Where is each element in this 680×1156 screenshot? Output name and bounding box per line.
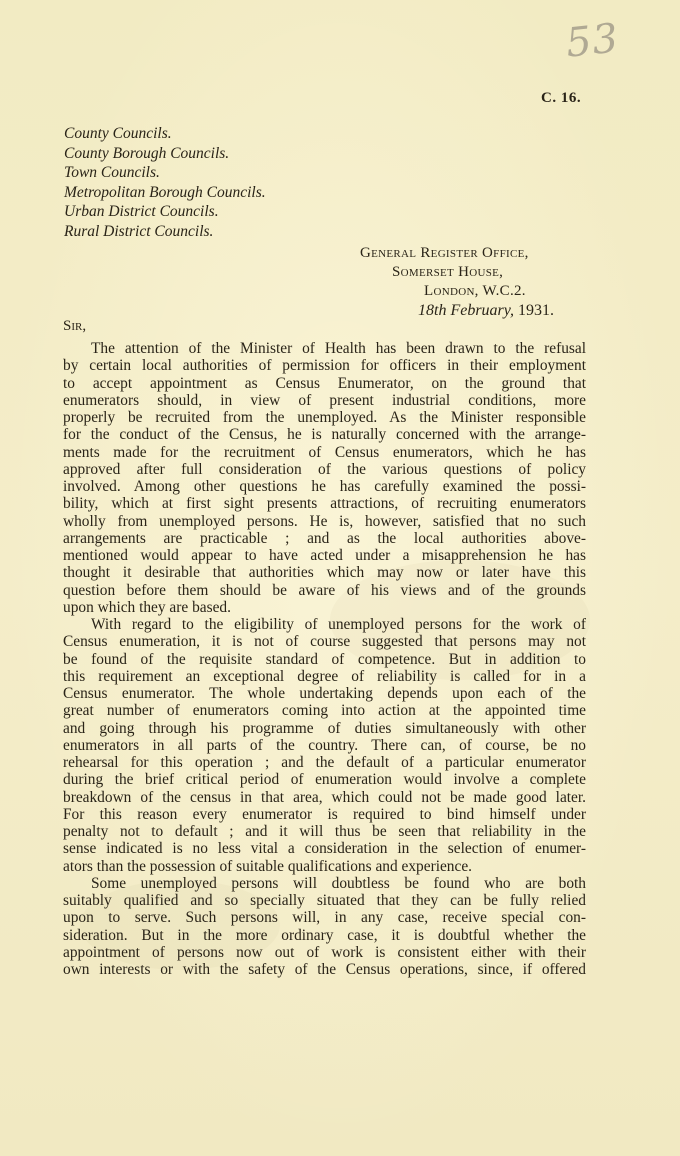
body-line: great number of enumerators coming into action at the appointed time (63, 702, 586, 720)
body-line: for the conduct of the Census, he is naturally concerned with the arrange- (63, 426, 586, 444)
address-city: London, W.C.2. (424, 283, 526, 299)
body-line: by certain local authorities of permission for officers in their employment (63, 357, 586, 375)
body-line: Census enumerator. The whole undertaking depends upon each of the (63, 685, 586, 702)
body-line: to accept appointment as Census Enumerator, on the ground that (63, 374, 586, 392)
body-line: ators than the possession of suitable qualifications and experience. (63, 857, 473, 875)
body-line: be found of the requisite standard of competence. But in addition to (63, 650, 586, 668)
body-line: sense indicated is no less vital a consideration in the selection of enumer- (63, 840, 586, 858)
letter-date (418, 302, 554, 320)
body-line: this requirement an exceptional degree of reliability is called for in a (63, 667, 586, 685)
body-line: properly be recruited from the unemployed. As the Minister responsible (63, 409, 586, 426)
body-line: thought it desirable that authorities which may now or later have this (63, 564, 586, 582)
body-line: upon to serve. Such persons will, in any case, receive special con- (63, 909, 586, 927)
recipient-item: Rural District Councils. (64, 222, 214, 240)
folio-number: 53 (563, 15, 622, 67)
body-line: approved after full consideration of the various questions of policy (63, 460, 586, 478)
recipient-item: Town Councils. (64, 164, 160, 181)
body-line: bility, which at first sight presents attractions, of recruiting enumerators (63, 495, 586, 513)
date-day-month: 18th February, (418, 302, 514, 319)
address-line: General Register Office, (360, 245, 529, 261)
body-line: rehearsal for this operation ; and the default of a particular enumerator (63, 754, 586, 771)
address-line: Somerset House, (392, 264, 504, 280)
body-line: own interests or with the safety of the Census operations, since, if offered (63, 961, 586, 978)
date-year: 1931. (518, 302, 554, 319)
letter-body (63, 340, 586, 978)
body-line: enumerators should, in view of present industrial conditions, more (63, 391, 586, 409)
body-line: upon which they are based. (63, 598, 231, 616)
body-line: breakdown of the census in that area, which could not be made good later. (63, 788, 586, 806)
recipient-item: County Councils. (64, 125, 172, 142)
body-line: appointment of persons now out of work is consistent either with their (63, 943, 586, 961)
body-line: The attention of the Minister of Health has been drawn to the refusal (91, 340, 586, 357)
body-line: Census enumeration, it is not of course suggested that persons may not (63, 633, 586, 651)
sender-address (360, 244, 529, 301)
address-line (424, 282, 529, 301)
body-line: suitably qualified and so specially situated that they can be fully relied (63, 892, 586, 909)
document-reference: C. 16. (541, 90, 582, 106)
recipient-item: Metropolitan Borough Councils. (64, 183, 266, 201)
body-line: question before them should be aware of his views and of the grounds (63, 581, 586, 599)
body-line: during the brief critical period of enumeration would involve a complete (63, 771, 586, 789)
recipient-list (64, 124, 266, 241)
salutation: Sir, (63, 318, 87, 334)
body-line: mentioned would appear to have acted under a misapprehension he has (63, 547, 586, 564)
body-line: sideration. But in the more ordinary case, it is doubtful whether the (63, 926, 586, 944)
body-line: and going through his programme of duties simultaneously with other (63, 719, 586, 737)
recipient-item: Urban District Councils. (64, 203, 219, 220)
body-line: With regard to the eligibility of unemployed persons for the work of (91, 616, 586, 633)
body-line: ments made for the recruitment of Census enumerators, which he has (63, 443, 586, 461)
recipient-item: County Borough Councils. (64, 144, 230, 162)
body-line: enumerators in all parts of the country. There can, of course, be no (63, 736, 586, 754)
body-line: For this reason every enumerator is required to bind himself under (63, 805, 586, 823)
body-line: penalty not to default ; and it will thus be seen that reliability in the (63, 823, 586, 840)
body-line: Some unemployed persons will doubtless be found who are both (91, 874, 586, 892)
body-line: arrangements are practicable ; and as the local authorities above- (63, 529, 586, 547)
body-line: involved. Among other questions he has carefully examined the possi- (63, 478, 586, 495)
body-line: wholly from unemployed persons. He is, however, satisfied that no such (63, 512, 586, 530)
